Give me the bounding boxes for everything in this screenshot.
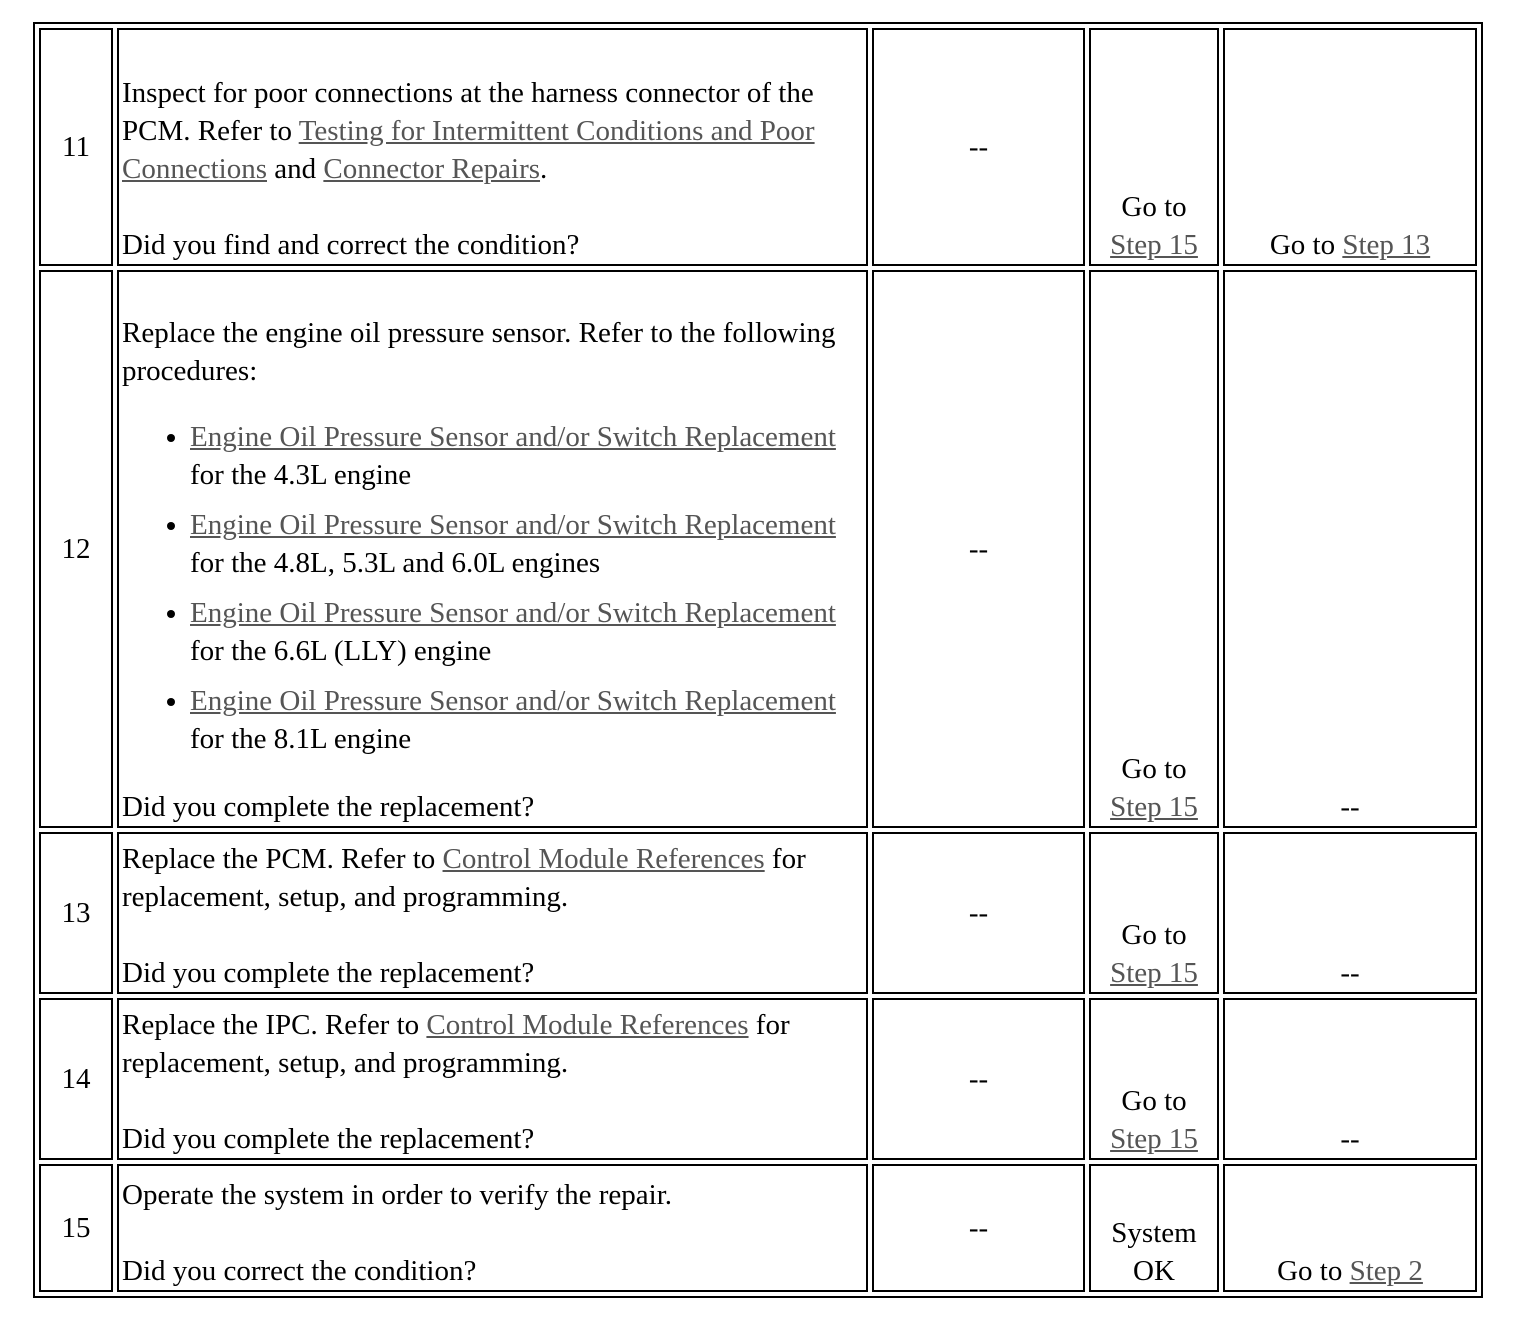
step-number: 13 <box>39 832 113 994</box>
action-text: Replace the engine oil pressure sensor. Refer to the following procedures: <box>122 317 836 387</box>
action-text: Replace the PCM. Refer to Control Module References for replacement, setup, and programming. <box>122 843 806 913</box>
action-text: Replace the IPC. Refer to Control Module References for replacement, setup, and programming. <box>122 1009 790 1079</box>
step-number: 12 <box>39 270 113 828</box>
step-number: 15 <box>39 1164 113 1292</box>
link-step-15[interactable]: Step 15 <box>1110 791 1198 823</box>
action-cell <box>117 28 868 266</box>
step-number: 11 <box>39 28 113 266</box>
list-item: • Engine Oil Pressure Sensor and/or Switch Replacement for the 8.1L engine <box>190 682 863 758</box>
yes-cell: System OK <box>1089 1164 1219 1292</box>
value-cell: -- <box>872 1164 1085 1292</box>
question-text: Did you complete the replacement? <box>122 791 535 823</box>
link-testing-intermittent[interactable]: Testing for Intermittent Conditions and Poor Connections <box>122 115 815 185</box>
link-control-module-references[interactable]: Control Module References <box>442 843 765 875</box>
list-item: • Engine Oil Pressure Sensor and/or Switch Replacement for the 6.6L (LLY) engine <box>190 594 863 670</box>
table-row <box>39 270 1477 828</box>
link-step-15[interactable]: Step 15 <box>1110 1123 1198 1155</box>
link-oil-pressure-sensor-replacement[interactable]: Engine Oil Pressure Sensor and/or Switch Replacement <box>190 685 836 717</box>
value-cell: -- <box>872 998 1085 1160</box>
action-cell <box>117 1164 868 1292</box>
step-number: 14 <box>39 998 113 1160</box>
value-cell: -- <box>872 832 1085 994</box>
action-cell <box>117 270 868 828</box>
link-step-2[interactable]: Step 2 <box>1349 1255 1423 1287</box>
no-cell: -- <box>1223 998 1477 1160</box>
no-cell: Go to Step 13 <box>1223 28 1477 266</box>
table-row <box>39 1164 1477 1292</box>
diagnostic-table <box>33 22 1483 1298</box>
value-cell: -- <box>872 28 1085 266</box>
link-oil-pressure-sensor-replacement[interactable]: Engine Oil Pressure Sensor and/or Switch Replacement <box>190 509 836 541</box>
link-step-15[interactable]: Step 15 <box>1110 229 1198 261</box>
question-text: Did you complete the replacement? <box>122 957 535 989</box>
action-text: Inspect for poor connections at the harness connector of the PCM. Refer to Testing for Intermittent Conditions and Poor Connections and Connector Repairs. <box>122 77 815 185</box>
action-text: Operate the system in order to verify the repair. <box>122 1179 672 1211</box>
list-item: • Engine Oil Pressure Sensor and/or Switch Replacement for the 4.8L, 5.3L and 6.0L engines <box>190 506 863 582</box>
question-text: Did you correct the condition? <box>122 1255 477 1287</box>
no-cell: -- <box>1223 832 1477 994</box>
no-cell: Go to Step 2 <box>1223 1164 1477 1292</box>
link-step-13[interactable]: Step 13 <box>1342 229 1431 261</box>
table-row <box>39 832 1477 994</box>
table-row <box>39 998 1477 1160</box>
yes-cell: Go to Step 15 <box>1089 270 1219 828</box>
link-oil-pressure-sensor-replacement[interactable]: Engine Oil Pressure Sensor and/or Switch Replacement <box>190 421 836 453</box>
yes-cell: Go to Step 15 <box>1089 998 1219 1160</box>
list-item: • Engine Oil Pressure Sensor and/or Switch Replacement for the 4.3L engine <box>190 418 863 494</box>
action-cell <box>117 832 868 994</box>
question-text: Did you complete the replacement? <box>122 1123 535 1155</box>
action-cell <box>117 998 868 1160</box>
link-control-module-references[interactable]: Control Module References <box>426 1009 749 1041</box>
table-row <box>39 28 1477 266</box>
link-step-15[interactable]: Step 15 <box>1110 957 1198 989</box>
yes-cell: Go to Step 15 <box>1089 28 1219 266</box>
no-cell: -- <box>1223 270 1477 828</box>
link-connector-repairs[interactable]: Connector Repairs <box>323 153 541 185</box>
value-cell: -- <box>872 270 1085 828</box>
procedure-list <box>122 418 863 758</box>
yes-cell: Go to Step 15 <box>1089 832 1219 994</box>
link-oil-pressure-sensor-replacement[interactable]: Engine Oil Pressure Sensor and/or Switch Replacement <box>190 597 836 629</box>
question-text: Did you find and correct the condition? <box>122 229 580 261</box>
